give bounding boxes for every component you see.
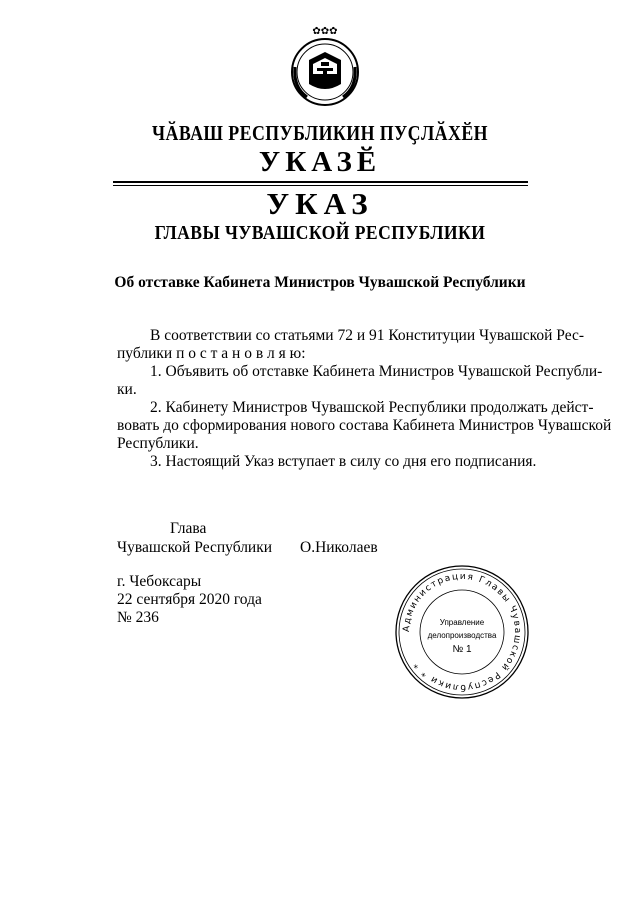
body-line: вовать до сформирования нового состава Кабинета Министров Чувашской	[117, 417, 612, 434]
svg-text:✿✿✿: ✿✿✿	[312, 26, 338, 37]
body-line: 3. Настоящий Указ вступает в силу со дня его подписания.	[150, 453, 537, 470]
svg-text:Управление: Управление	[439, 618, 485, 627]
header-divider	[113, 181, 528, 183]
svg-text:№ 1: № 1	[452, 644, 472, 655]
body-line: 1. Объявить об отставке Кабинета Министров Чувашской Республи-	[150, 363, 603, 380]
svg-text:делопроизводства: делопроизводства	[427, 631, 497, 640]
doc-type: УКАЗ	[266, 186, 374, 221]
chuvash-doc-type: УКАЗӖ	[258, 146, 382, 178]
signatory-position-line1: Глава	[170, 520, 207, 537]
document-number: № 236	[117, 609, 159, 626]
body-line: 2. Кабинету Министров Чувашской Республики продолжать дейст-	[150, 399, 594, 416]
body-line: В соответствии со статьями 72 и 91 Конституции Чувашской Рес-	[150, 327, 585, 344]
signatory-position-line2: Чувашской Республики	[117, 539, 273, 556]
issuer: ГЛАВЫ ЧУВАШСКОЙ РЕСПУБЛИКИ	[154, 222, 486, 244]
official-stamp	[392, 562, 532, 707]
body-line: ки.	[117, 381, 137, 398]
document-body	[117, 327, 612, 471]
date: 22 сентября 2020 года	[117, 591, 262, 608]
body-line: Республики.	[117, 435, 199, 452]
body-line: публики п о с т а н о в л я ю:	[117, 345, 306, 362]
city: г. Чебоксары	[117, 573, 202, 590]
signatory-name: О.Николаев	[300, 539, 378, 556]
coat-of-arms-emblem	[285, 22, 365, 115]
document-title: Об отставке Кабинета Министров Чувашской Республики	[114, 274, 526, 291]
svg-text:Администрация Главы Чувашской: Администрация Главы Чувашской Республики * *	[401, 571, 523, 693]
chuvash-header-title: ЧӐВАШ РЕСПУБЛИКИН ПУҪЛӐХӖН	[152, 121, 488, 145]
